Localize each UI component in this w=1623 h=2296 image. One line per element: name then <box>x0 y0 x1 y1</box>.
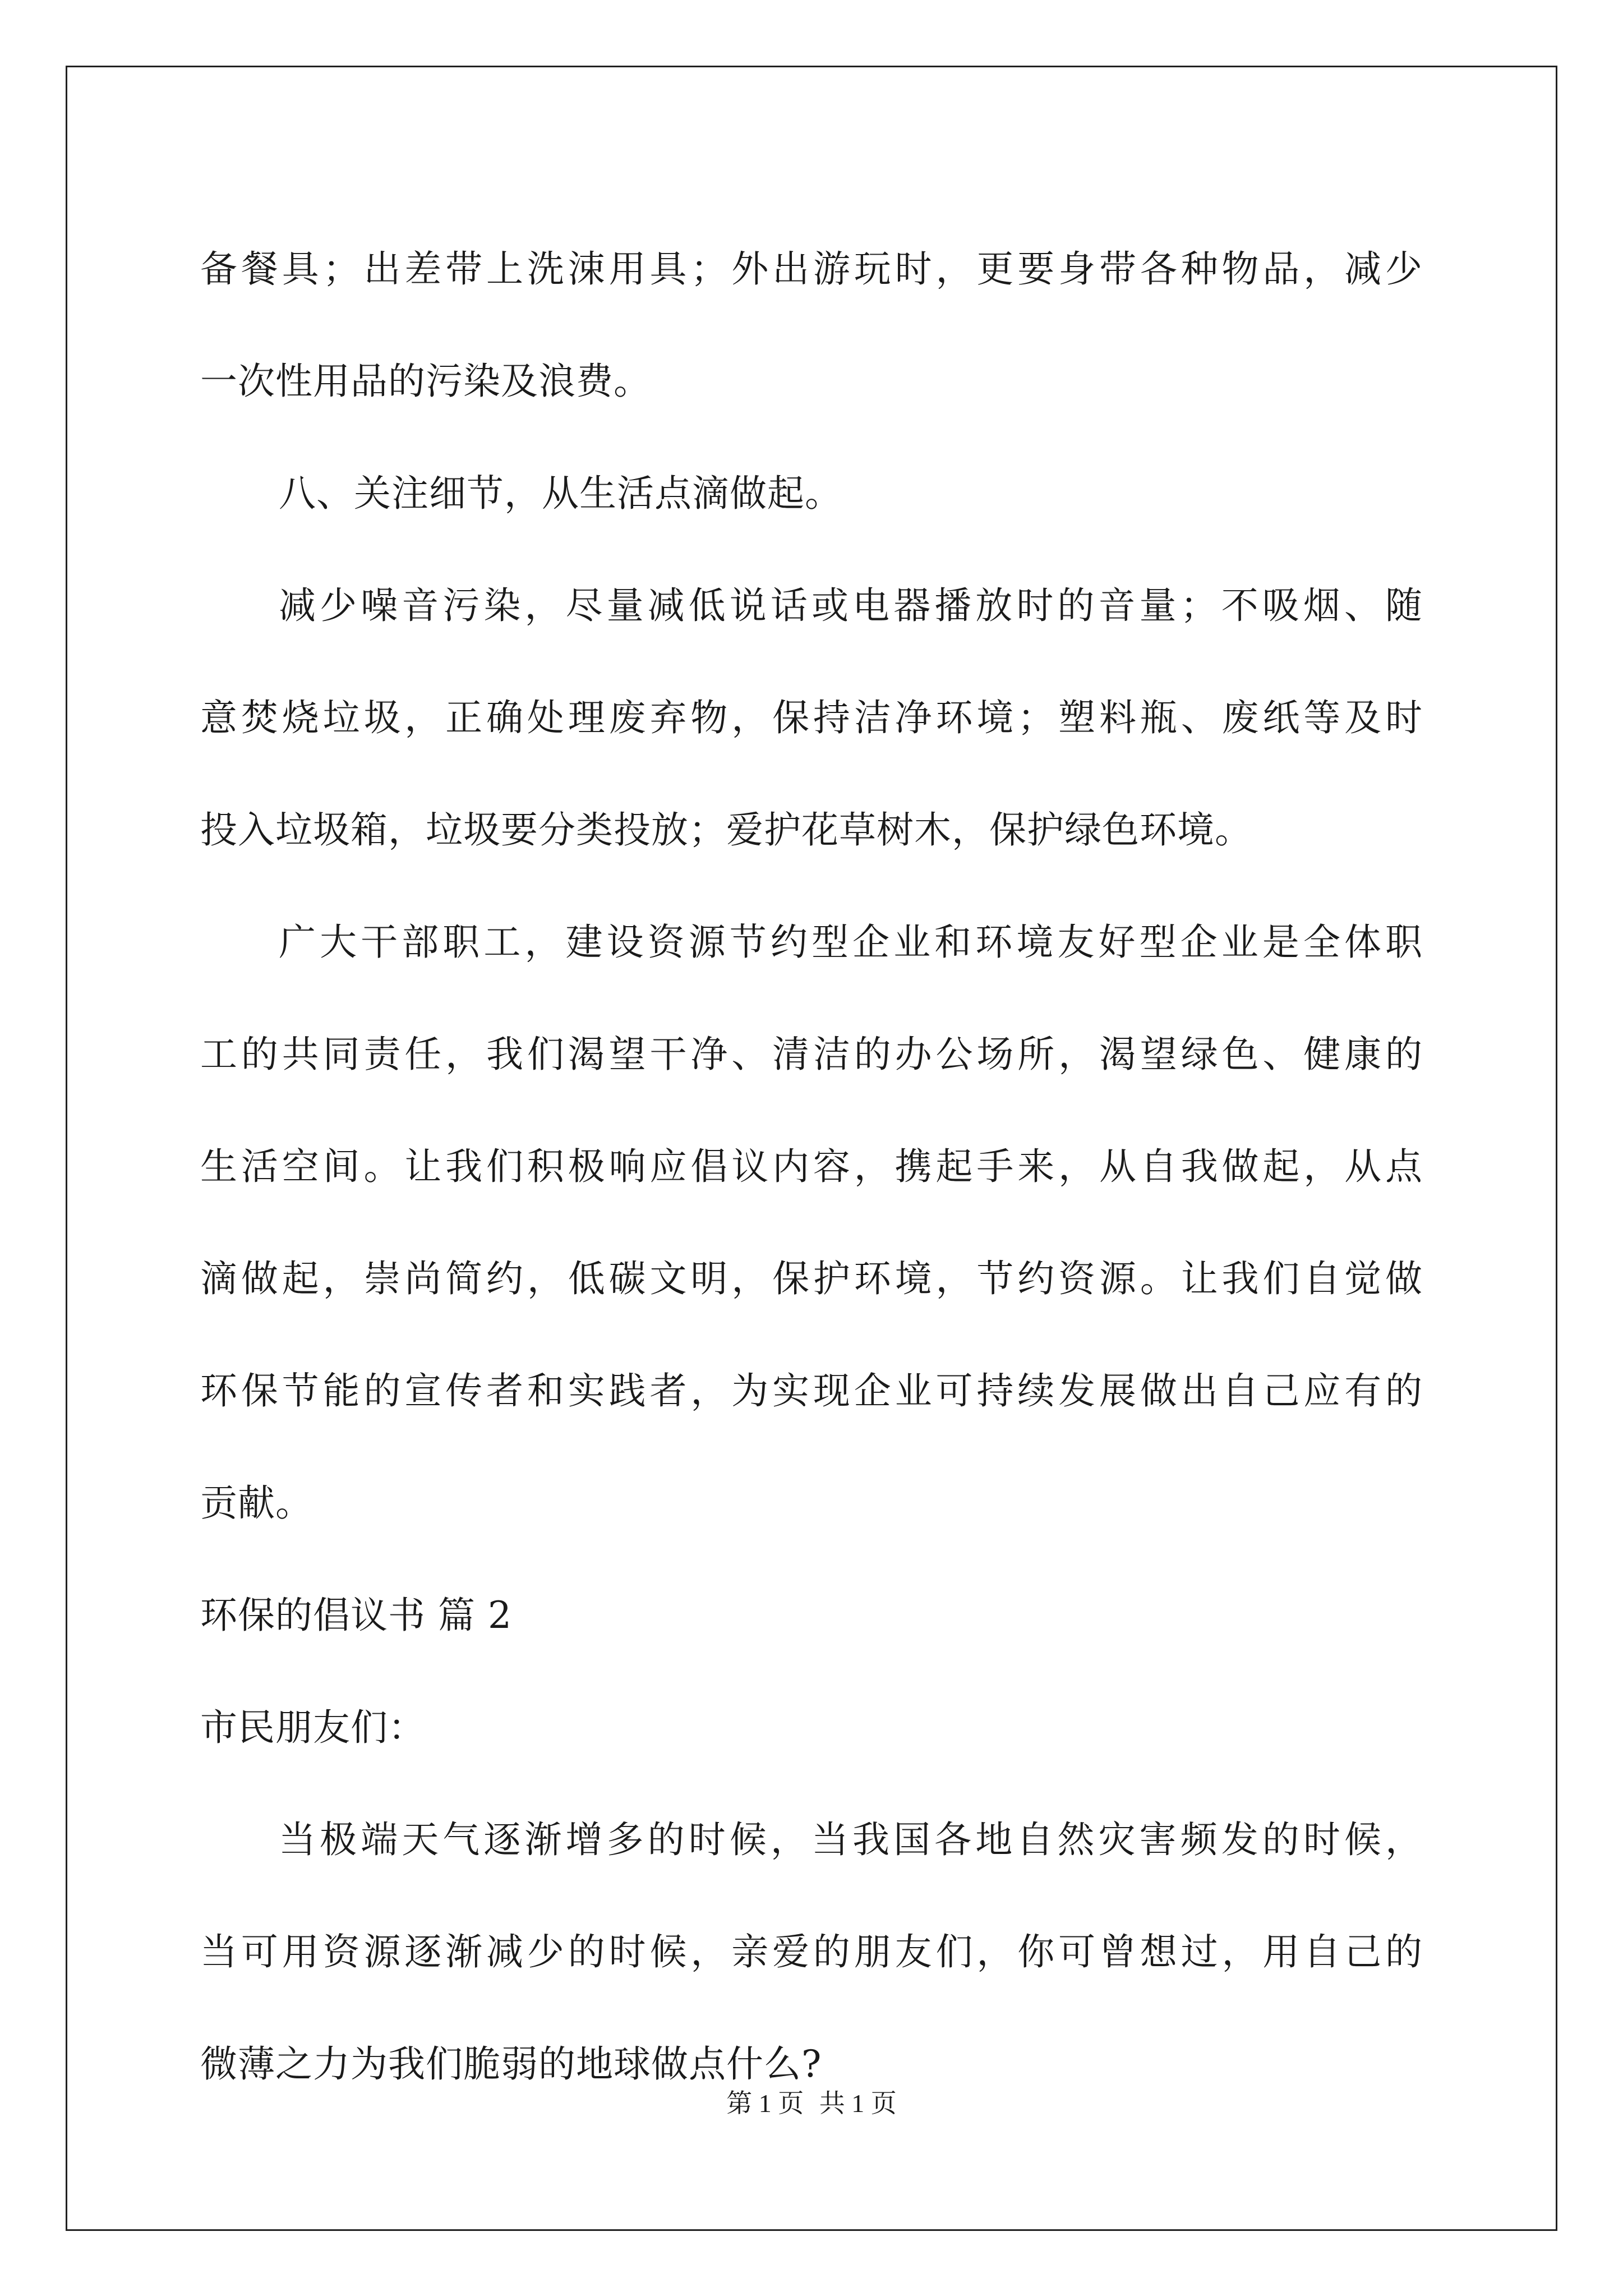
salutation: 市民朋友们： <box>200 1706 426 1749</box>
text-line: 广大干部职工，建设资源节约型企业和环境友好型企业是全体职 <box>279 921 1423 964</box>
text-line: 一次性用品的污染及浪费。 <box>200 360 651 403</box>
text-line: 滴做起，崇尚简约，低碳文明，保护环境，节约资源。让我们自觉做 <box>200 1257 1423 1300</box>
section-heading: 八、关注细节，从生活点滴做起。 <box>279 472 842 515</box>
text-line: 环保节能的宣传者和实践者，为实现企业可持续发展做出自己应有的 <box>200 1369 1423 1412</box>
article-title: 环保的倡议书 篇 2 <box>200 1594 512 1637</box>
document-body <box>200 213 1423 2120</box>
text-line: 备餐具；出差带上洗涑用具；外出游玩时，更要身带各种物品，减少 <box>200 247 1423 291</box>
page-total: 共 1 页 <box>819 2089 897 2118</box>
text-line: 投入垃圾箱，垃圾要分类投放；爱护花草树木，保护绿色环境。 <box>200 808 1252 852</box>
text-line: 贡献。 <box>200 1481 313 1525</box>
text-line: 减少噪音污染，尽量减低说话或电器播放时的音量；不吸烟、随 <box>279 584 1423 627</box>
text-line: 当极端天气逐渐增多的时候，当我国各地自然灾害频发的时候， <box>279 1818 1423 1861</box>
text-line: 意焚烧垃圾，正确处理废弃物，保持洁净环境；塑料瓶、废纸等及时 <box>200 696 1423 739</box>
page-footer <box>0 2087 1623 2120</box>
text-line: 工的共同责任，我们渴望干净、清洁的办公场所，渴望绿色、健康的 <box>200 1033 1423 1076</box>
text-line: 生活空间。让我们积极响应倡议内容，携起手来，从自我做起，从点 <box>200 1145 1423 1188</box>
text-line: 当可用资源逐渐减少的时候，亲爱的朋友们，你可曾想过，用自己的 <box>200 1930 1423 1973</box>
page-number: 第 1 页 <box>726 2089 804 2118</box>
text-line: 微薄之力为我们脆弱的地球做点什么? <box>200 2042 822 2086</box>
